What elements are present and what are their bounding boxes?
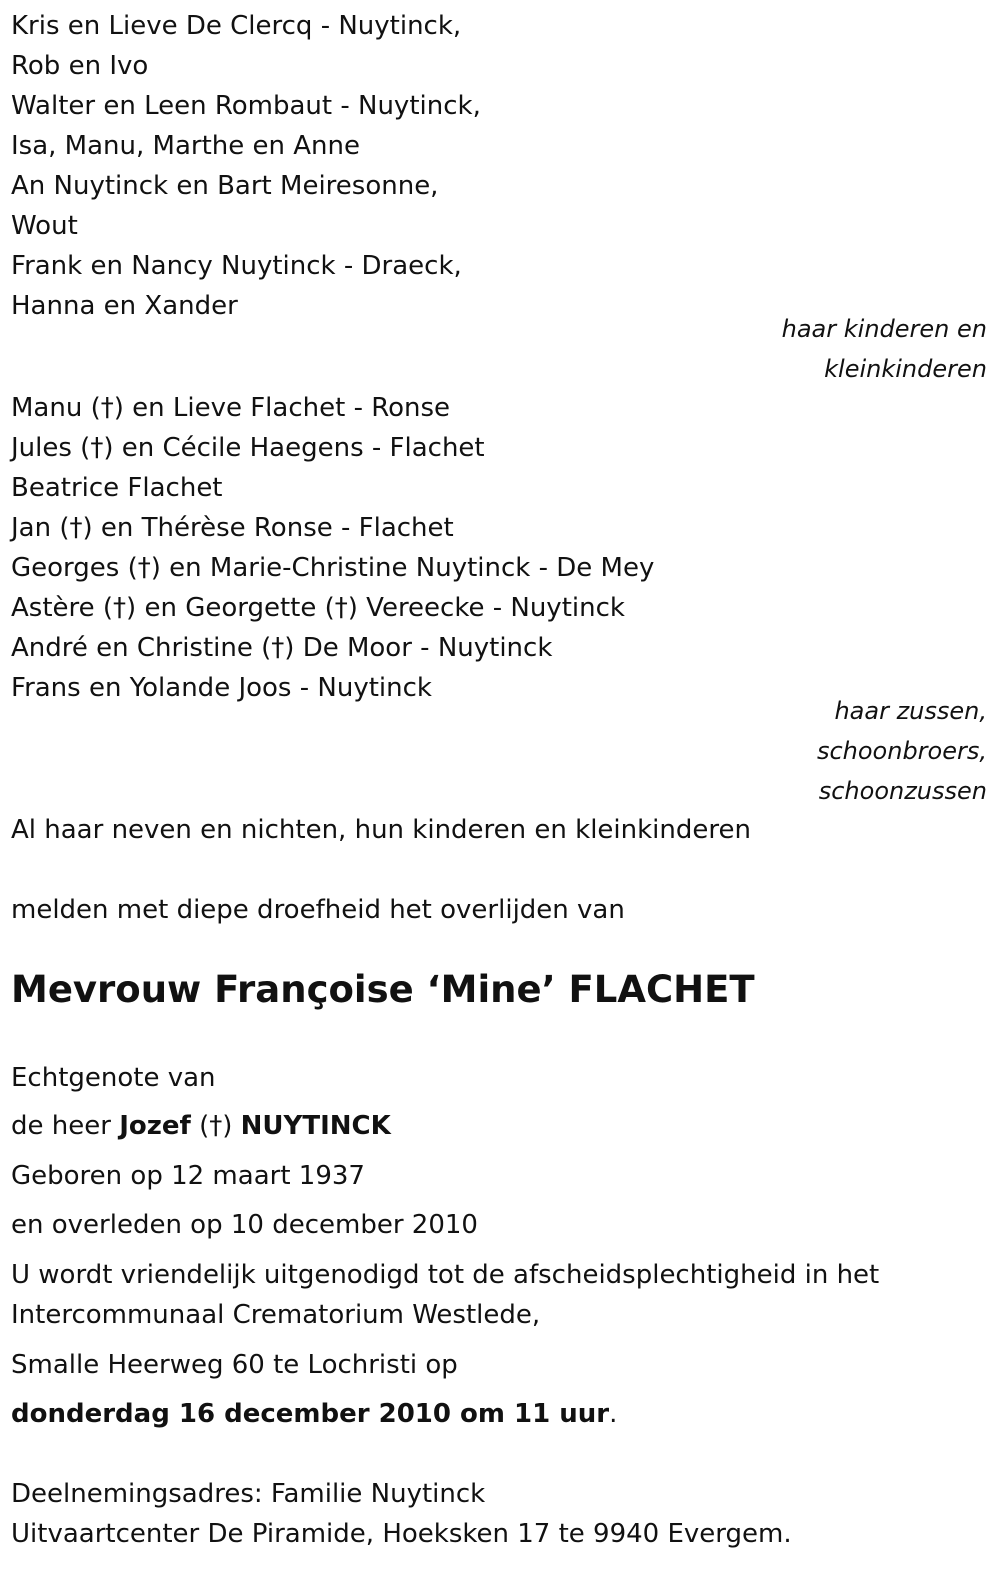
sibling-line: Frans en Yolande Joos - Nuytinck <box>11 673 432 703</box>
condolence-address: Deelnemingsadres: Familie Nuytinck <box>11 1479 486 1509</box>
family-line: Wout <box>11 211 78 241</box>
children-note: haar kinderen en <box>781 315 987 343</box>
ceremony-date-line <box>11 1394 617 1434</box>
family-line: Walter en Leen Rombaut - Nuytinck, <box>11 91 481 121</box>
spouse-prefix: de heer <box>11 1111 120 1141</box>
spouse-line <box>11 1106 391 1146</box>
sibling-line: Beatrice Flachet <box>11 473 223 503</box>
ceremony-date: donderdag 16 december 2010 om 11 uur <box>11 1399 610 1429</box>
sibling-line: Astère (†) en Georgette (†) Vereecke - Nuytinck <box>11 593 625 623</box>
spouse-cross: (†) <box>190 1111 241 1141</box>
sibling-line: Manu (†) en Lieve Flachet - Ronse <box>11 393 451 423</box>
family-line: Kris en Lieve De Clercq - Nuytinck, <box>11 11 462 41</box>
extended-family: Al haar neven en nichten, hun kinderen en kleinkinderen <box>11 815 751 845</box>
family-line: Hanna en Xander <box>11 291 238 321</box>
siblings-note: schoonzussen <box>818 777 987 805</box>
spouse-last-name: NUYTINCK <box>240 1111 391 1141</box>
children-note: kleinkinderen <box>824 355 987 383</box>
ceremony-date-end: . <box>609 1399 618 1429</box>
birth-date: Geboren op 12 maart 1937 <box>11 1161 365 1191</box>
sibling-line: Jan (†) en Thérèse Ronse - Flachet <box>11 513 454 543</box>
family-line: Rob en Ivo <box>11 51 149 81</box>
sibling-line: Georges (†) en Marie-Christine Nuytinck - De Mey <box>11 553 655 583</box>
sibling-line: Jules (†) en Cécile Haegens - Flachet <box>11 433 485 463</box>
invitation-line: Smalle Heerweg 60 te Lochristi op <box>11 1350 458 1380</box>
spouse-first-name: Jozef <box>119 1111 191 1141</box>
condolence-address: Uitvaartcenter De Piramide, Hoeksken 17 te 9940 Evergem. <box>11 1519 792 1549</box>
invitation-line: Intercommunaal Crematorium Westlede, <box>11 1300 541 1330</box>
announcement: melden met diepe droefheid het overlijden van <box>11 895 625 925</box>
family-line: Frank en Nancy Nuytinck - Draeck, <box>11 251 462 281</box>
death-date: en overleden op 10 december 2010 <box>11 1210 478 1240</box>
sibling-line: André en Christine (†) De Moor - Nuytinck <box>11 633 553 663</box>
spouse-intro: Echtgenote van <box>11 1063 216 1093</box>
invitation-line: U wordt vriendelijk uitgenodigd tot de afscheidsplechtigheid in het <box>11 1260 880 1290</box>
family-line: Isa, Manu, Marthe en Anne <box>11 131 360 161</box>
family-line: An Nuytinck en Bart Meiresonne, <box>11 171 439 201</box>
siblings-note: schoonbroers, <box>816 737 987 765</box>
siblings-note: haar zussen, <box>834 697 987 725</box>
deceased-name: Mevrouw Françoise ‘Mine’ FLACHET <box>11 968 755 1011</box>
